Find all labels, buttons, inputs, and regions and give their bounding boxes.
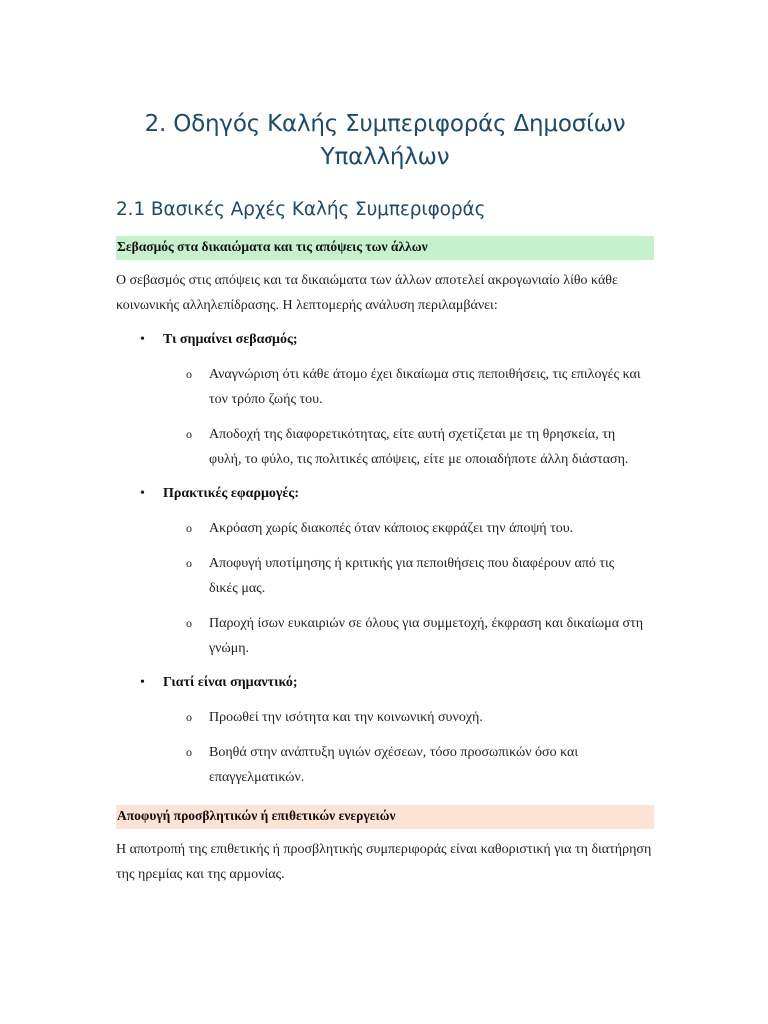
sub-item (116, 516, 654, 541)
sub-list (116, 362, 654, 472)
sub-text: Αναγνώριση ότι κάθε άτομο έχει δικαίωμα στις πεποιθήσεις, τις επιλογές και τον τρόπο ζωής του. (209, 367, 641, 407)
sub-text: Παροχή ίσων ευκαιριών σε όλους για συμμετοχή, έκφραση και δικαίωμα στη γνώμη. (209, 616, 644, 656)
bullet-item (116, 670, 654, 695)
section-title: 2.1 Βασικές Αρχές Καλής Συμπεριφοράς (116, 199, 486, 220)
sub-text: Ακρόαση χωρίς διακοπές όταν κάποιος εκφράζει την άποψή του. (209, 521, 574, 536)
sub-item (116, 422, 654, 472)
sub-item (116, 611, 654, 661)
sub-marker: o (186, 710, 192, 724)
document-page (116, 0, 654, 887)
sub-text: Αποφυγή υποτίμησης ή κριτικής για πεποιθήσεις που διαφέρουν από τις δικές μας. (209, 556, 615, 596)
bullet-list (116, 327, 654, 790)
highlight-heading-respect: Σεβασμός στα δικαιώματα και τις απόψεις των άλλων (116, 236, 654, 260)
highlight-heading-avoidance: Αποφυγή προσβλητικών ή επιθετικών ενεργειών (116, 805, 654, 829)
bullet-marker: • (140, 486, 145, 501)
bullet-marker: • (140, 675, 145, 690)
sub-list (116, 705, 654, 790)
sub-list (116, 516, 654, 661)
sub-marker: o (186, 367, 192, 381)
sub-marker: o (186, 745, 192, 759)
sub-item (116, 705, 654, 730)
sub-text: Βοηθά στην ανάπτυξη υγιών σχέσεων, τόσο προσωπικών όσο και επαγγελματικών. (209, 745, 579, 785)
bullet-label: Πρακτικές εφαρμογές: (163, 486, 299, 501)
intro-paragraph-respect: Ο σεβασμός στις απόψεις και τα δικαιώματα των άλλων αποτελεί ακρογωνιαίο λίθο κάθε κοινωνικής αλληλεπίδρασης. Η λεπτομερής ανάλυση περιλαμβάνει: (116, 273, 618, 313)
bullet-label: Γιατί είναι σημαντικό; (163, 675, 298, 690)
sub-text: Προωθεί την ισότητα και την κοινωνική συνοχή. (209, 710, 483, 725)
sub-marker: o (186, 427, 192, 441)
sub-item (116, 740, 654, 790)
bullet-marker: • (140, 332, 145, 347)
sub-item (116, 362, 654, 412)
sub-marker: o (186, 556, 192, 570)
sub-text: Αποδοχή της διαφορετικότητας, είτε αυτή σχετίζεται με τη θρησκεία, τη φυλή, το φύλο, τις πολιτικές απόψεις, είτε με οποιαδήποτε άλλη διάσταση. (209, 427, 629, 467)
sub-marker: o (186, 616, 192, 630)
intro-paragraph-avoidance: Η αποτροπή της επιθετικής ή προσβλητικής συμπεριφοράς είναι καθοριστική για τη διατήρηση της ηρεμίας και της αρμονίας. (116, 842, 652, 882)
bullet-item (116, 481, 654, 506)
bullet-label: Τι σημαίνει σεβασμός; (163, 332, 298, 347)
sub-marker: o (186, 521, 192, 535)
sub-item (116, 551, 654, 601)
document-title: 2. Οδηγός Καλής Συμπεριφοράς Δημοσίων Υπαλλήλων (144, 111, 626, 170)
bullet-item (116, 327, 654, 352)
